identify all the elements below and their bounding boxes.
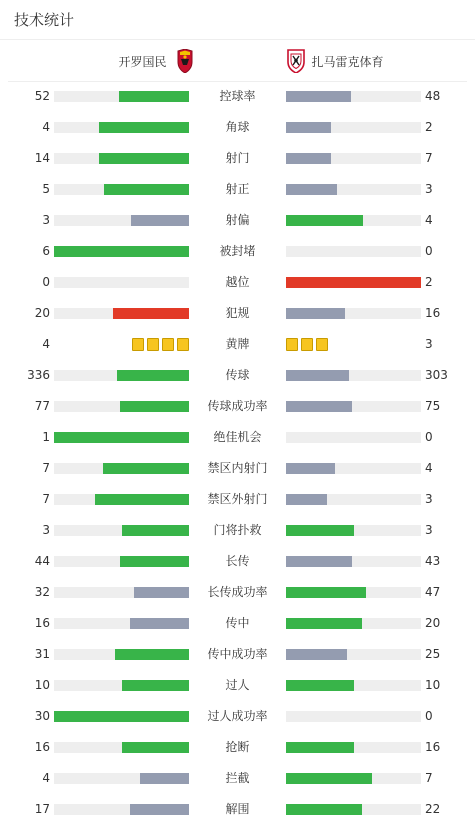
home-stat-bar-fill bbox=[119, 91, 189, 102]
away-stat-bar-fill bbox=[286, 556, 352, 567]
stat-label: 传球成功率 bbox=[207, 399, 268, 413]
away-stat-bar bbox=[286, 370, 421, 381]
home-stat-bar-fill bbox=[103, 463, 189, 474]
stat-row bbox=[0, 143, 475, 174]
home-stat-bar bbox=[54, 308, 189, 319]
away-stat-value: 16 bbox=[425, 306, 441, 320]
away-stat-bar bbox=[286, 277, 421, 288]
away-stat-value: 3 bbox=[425, 523, 433, 537]
stat-label: 射偏 bbox=[225, 213, 250, 227]
away-stat-value: 0 bbox=[425, 430, 433, 444]
stat-row bbox=[0, 701, 475, 732]
away-stat-value: 4 bbox=[425, 213, 433, 227]
home-stat-bar bbox=[54, 494, 189, 505]
home-stat-bar bbox=[54, 711, 189, 722]
away-stat-value: 16 bbox=[425, 740, 441, 754]
home-stat-bar bbox=[54, 122, 189, 133]
stat-row bbox=[0, 391, 475, 422]
away-stat-value: 48 bbox=[425, 89, 441, 103]
away-stat-bar bbox=[286, 618, 421, 629]
away-stat-value: 47 bbox=[425, 585, 441, 599]
home-stat-bar bbox=[54, 556, 189, 567]
stat-label: 门将扑救 bbox=[213, 523, 262, 537]
stat-label: 抢断 bbox=[225, 740, 250, 754]
stat-row bbox=[0, 81, 475, 112]
home-stat-bar-fill bbox=[140, 773, 189, 784]
stat-row bbox=[0, 329, 475, 360]
home-stat-value: 5 bbox=[42, 182, 50, 196]
away-stat-bar bbox=[286, 215, 421, 226]
stat-row bbox=[0, 205, 475, 236]
stat-label: 越位 bbox=[225, 275, 250, 289]
home-stat-bar bbox=[54, 246, 189, 257]
home-stat-value: 20 bbox=[34, 306, 50, 320]
home-stat-value: 17 bbox=[34, 802, 50, 816]
away-stat-value: 4 bbox=[425, 461, 433, 475]
home-team[interactable] bbox=[118, 41, 194, 81]
home-stat-bar-fill bbox=[122, 680, 190, 691]
home-stat-bar bbox=[54, 587, 189, 598]
home-stat-value: 0 bbox=[42, 275, 50, 289]
away-stat-bar-fill bbox=[286, 680, 354, 691]
home-stat-value: 6 bbox=[42, 244, 50, 258]
stat-label: 长传 bbox=[225, 554, 250, 568]
stat-label: 传中 bbox=[225, 616, 250, 630]
away-stat-value: 303 bbox=[425, 368, 448, 382]
away-stat-bar-fill bbox=[286, 184, 337, 195]
yellow-card-icon bbox=[147, 338, 159, 351]
home-stat-value: 1 bbox=[42, 430, 50, 444]
home-stat-value: 4 bbox=[42, 771, 50, 785]
home-stat-bar-fill bbox=[130, 804, 189, 815]
stat-row bbox=[0, 577, 475, 608]
away-stat-bar bbox=[286, 184, 421, 195]
yellow-card-icon bbox=[132, 338, 144, 351]
home-stat-bar bbox=[54, 184, 189, 195]
stat-label: 被封堵 bbox=[219, 244, 256, 258]
yellow-card-icon bbox=[177, 338, 189, 351]
stat-row bbox=[0, 670, 475, 701]
away-stat-bar bbox=[286, 153, 421, 164]
stat-label: 角球 bbox=[225, 120, 250, 134]
stats-list bbox=[0, 81, 475, 825]
home-stat-bar bbox=[54, 525, 189, 536]
stat-label: 黄牌 bbox=[225, 337, 250, 351]
home-stat-bar-fill bbox=[130, 618, 189, 629]
away-stat-value: 2 bbox=[425, 275, 433, 289]
home-stat-value: 31 bbox=[34, 647, 50, 661]
away-stat-bar-fill bbox=[286, 215, 363, 226]
teams-header bbox=[8, 41, 467, 82]
stat-label: 解围 bbox=[225, 802, 250, 816]
stat-row bbox=[0, 546, 475, 577]
stat-row bbox=[0, 515, 475, 546]
away-stat-bar-fill bbox=[286, 742, 354, 753]
yellow-card-icon bbox=[162, 338, 174, 351]
stat-row bbox=[0, 112, 475, 143]
away-stat-value: 43 bbox=[425, 554, 441, 568]
stat-label: 控球率 bbox=[219, 89, 256, 103]
away-stat-value: 7 bbox=[425, 151, 433, 165]
away-stat-bar-fill bbox=[286, 587, 366, 598]
away-stat-value: 0 bbox=[425, 709, 433, 723]
away-team[interactable] bbox=[286, 41, 384, 81]
home-stat-bar bbox=[54, 773, 189, 784]
away-stat-bar bbox=[286, 122, 421, 133]
stat-label: 射门 bbox=[225, 151, 250, 165]
stat-row bbox=[0, 298, 475, 329]
home-stat-bar bbox=[54, 618, 189, 629]
home-stat-bar-fill bbox=[134, 587, 189, 598]
home-team-name: 开罗国民 bbox=[118, 54, 167, 69]
stat-row bbox=[0, 608, 475, 639]
home-stat-value: 7 bbox=[42, 461, 50, 475]
away-stat-value: 25 bbox=[425, 647, 441, 661]
stat-row bbox=[0, 174, 475, 205]
home-stat-bar bbox=[54, 649, 189, 660]
home-stat-value: 10 bbox=[34, 678, 50, 692]
stat-row bbox=[0, 360, 475, 391]
away-stat-value: 3 bbox=[425, 182, 433, 196]
away-stat-value: 10 bbox=[425, 678, 441, 692]
home-stat-bar bbox=[54, 680, 189, 691]
yellow-card-icon bbox=[316, 338, 328, 351]
home-stat-bar-fill bbox=[115, 649, 189, 660]
away-stat-value: 0 bbox=[425, 244, 433, 258]
stat-row bbox=[0, 422, 475, 453]
home-stat-bar-fill bbox=[95, 494, 190, 505]
away-stat-bar-fill bbox=[286, 277, 421, 288]
away-stat-bar-fill bbox=[286, 463, 335, 474]
stat-row bbox=[0, 453, 475, 484]
stat-row bbox=[0, 236, 475, 267]
away-stat-bar bbox=[286, 432, 421, 443]
stat-label: 过人 bbox=[225, 678, 250, 692]
away-stat-bar bbox=[286, 91, 421, 102]
away-stat-bar bbox=[286, 494, 421, 505]
stat-row bbox=[0, 732, 475, 763]
home-stat-value: 32 bbox=[34, 585, 50, 599]
away-stat-bar-fill bbox=[286, 618, 362, 629]
stat-label: 犯规 bbox=[225, 306, 250, 320]
home-stat-value: 30 bbox=[34, 709, 50, 723]
stat-label: 绝佳机会 bbox=[213, 430, 262, 444]
stat-label: 过人成功率 bbox=[207, 709, 268, 723]
away-stat-value: 3 bbox=[425, 492, 433, 506]
stat-row bbox=[0, 794, 475, 825]
home-stat-value: 52 bbox=[34, 89, 50, 103]
away-stat-bar bbox=[286, 742, 421, 753]
away-stat-value: 75 bbox=[425, 399, 441, 413]
away-stat-bar bbox=[286, 773, 421, 784]
home-stat-bar-fill bbox=[117, 370, 189, 381]
away-stat-bar-fill bbox=[286, 649, 347, 660]
stat-label: 禁区外射门 bbox=[207, 492, 268, 506]
away-stat-bar-fill bbox=[286, 773, 372, 784]
yellow-card-icon bbox=[286, 338, 298, 351]
home-stat-value: 77 bbox=[34, 399, 50, 413]
away-stat-bar-fill bbox=[286, 153, 331, 164]
away-stat-bar-fill bbox=[286, 525, 354, 536]
home-stat-bar-fill bbox=[104, 184, 189, 195]
home-stat-value: 14 bbox=[34, 151, 50, 165]
away-stat-bar bbox=[286, 308, 421, 319]
away-stat-value: 20 bbox=[425, 616, 441, 630]
page-title: 技术统计 bbox=[14, 11, 75, 29]
home-stat-bar-fill bbox=[99, 122, 189, 133]
stat-row bbox=[0, 639, 475, 670]
away-stat-bar bbox=[286, 649, 421, 660]
away-stat-bar bbox=[286, 711, 421, 722]
away-stat-bar-fill bbox=[286, 370, 349, 381]
stat-row bbox=[0, 267, 475, 298]
home-stat-bar bbox=[54, 742, 189, 753]
home-stat-bar-fill bbox=[54, 246, 189, 257]
stat-row bbox=[0, 484, 475, 515]
home-stat-bar bbox=[54, 804, 189, 815]
zamalek-logo-icon bbox=[286, 49, 306, 73]
away-stat-value: 2 bbox=[425, 120, 433, 134]
away-stat-bar-fill bbox=[286, 401, 352, 412]
away-stat-bar-fill bbox=[286, 804, 362, 815]
stat-label: 传球 bbox=[225, 368, 250, 382]
home-stat-value: 7 bbox=[42, 492, 50, 506]
home-stat-value: 3 bbox=[42, 523, 50, 537]
home-stat-bar bbox=[54, 91, 189, 102]
home-stat-bar bbox=[54, 463, 189, 474]
home-stat-value: 336 bbox=[27, 368, 50, 382]
away-stat-bar bbox=[286, 246, 421, 257]
away-stat-bar-fill bbox=[286, 308, 345, 319]
away-stat-bar bbox=[286, 525, 421, 536]
home-stat-bar bbox=[54, 370, 189, 381]
away-stat-bar-fill bbox=[286, 91, 351, 102]
home-stat-bar bbox=[54, 215, 189, 226]
home-stat-bar-fill bbox=[120, 556, 189, 567]
away-team-name: 扎马雷克体育 bbox=[311, 54, 384, 69]
away-stat-bar-fill bbox=[286, 122, 331, 133]
away-yellow-cards bbox=[286, 338, 328, 351]
home-stat-bar bbox=[54, 432, 189, 443]
home-stat-value: 4 bbox=[42, 337, 50, 351]
away-stat-bar bbox=[286, 680, 421, 691]
page-header bbox=[0, 0, 475, 40]
stat-label: 长传成功率 bbox=[207, 585, 268, 599]
stat-label: 禁区内射门 bbox=[207, 461, 268, 475]
stat-label: 射正 bbox=[225, 182, 250, 196]
away-stat-bar bbox=[286, 587, 421, 598]
stat-label: 拦截 bbox=[225, 771, 250, 785]
home-stat-bar-fill bbox=[99, 153, 189, 164]
home-stat-bar bbox=[54, 153, 189, 164]
away-stat-bar bbox=[286, 556, 421, 567]
home-stat-bar-fill bbox=[54, 711, 189, 722]
stat-label: 传中成功率 bbox=[207, 647, 268, 661]
home-yellow-cards bbox=[132, 338, 189, 351]
home-stat-value: 16 bbox=[34, 616, 50, 630]
away-stat-bar bbox=[286, 401, 421, 412]
home-stat-bar bbox=[54, 401, 189, 412]
home-stat-value: 3 bbox=[42, 213, 50, 227]
away-stat-value: 22 bbox=[425, 802, 441, 816]
stat-row bbox=[0, 763, 475, 794]
home-stat-bar-fill bbox=[122, 742, 190, 753]
home-stat-bar bbox=[54, 277, 189, 288]
home-stat-bar-fill bbox=[122, 525, 190, 536]
home-stat-value: 4 bbox=[42, 120, 50, 134]
home-stat-value: 44 bbox=[34, 554, 50, 568]
home-stat-bar-fill bbox=[131, 215, 189, 226]
home-stat-bar-fill bbox=[113, 308, 189, 319]
away-stat-value: 3 bbox=[425, 337, 433, 351]
away-stat-bar bbox=[286, 804, 421, 815]
home-stat-bar-fill bbox=[54, 432, 189, 443]
away-stat-bar-fill bbox=[286, 494, 327, 505]
home-stat-value: 16 bbox=[34, 740, 50, 754]
al-ahly-logo-icon bbox=[175, 49, 195, 73]
away-stat-bar bbox=[286, 463, 421, 474]
home-stat-bar-fill bbox=[120, 401, 189, 412]
yellow-card-icon bbox=[301, 338, 313, 351]
away-stat-value: 7 bbox=[425, 771, 433, 785]
